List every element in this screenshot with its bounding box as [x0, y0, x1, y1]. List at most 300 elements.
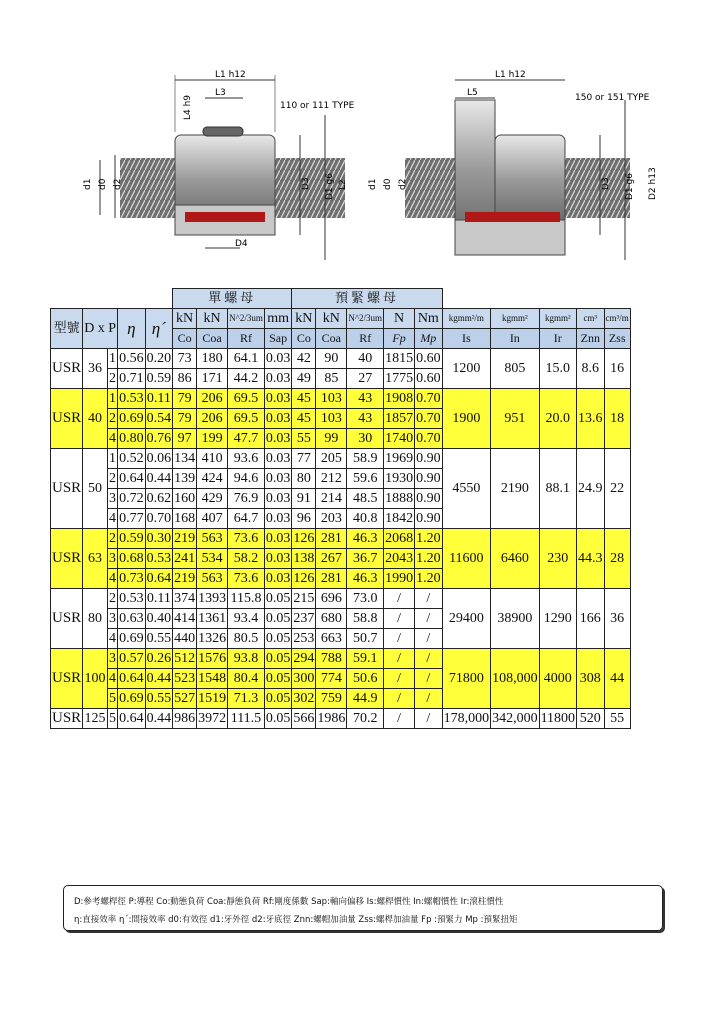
- value-cell: 80: [292, 469, 316, 489]
- header-unit: kgmm²/m: [442, 309, 491, 329]
- header-unit: N^2/3um: [228, 309, 265, 329]
- svg-text:D1 g6: D1 g6: [325, 173, 335, 200]
- value-cell: 44.9: [347, 689, 384, 709]
- value-cell: 0.60: [415, 349, 443, 369]
- value-cell: 2: [107, 589, 117, 609]
- value-cell: 429: [197, 489, 228, 509]
- table-row: [51, 589, 631, 609]
- value-cell: 1326: [197, 629, 228, 649]
- value-cell: 241: [173, 549, 197, 569]
- svg-text:d1: d1: [83, 178, 93, 190]
- value-cell: 96: [292, 509, 316, 529]
- inertia-is: 11600: [442, 529, 491, 589]
- value-cell: 1740: [384, 429, 415, 449]
- value-cell: 40: [347, 349, 384, 369]
- value-cell: 1361: [197, 609, 228, 629]
- header-symbol: Is: [442, 329, 491, 349]
- header-unit: kN: [197, 309, 228, 329]
- diameter: 40: [83, 389, 108, 449]
- value-cell: 1930: [384, 469, 415, 489]
- value-cell: 46.3: [347, 529, 384, 549]
- value-cell: 0.54: [145, 409, 173, 429]
- model-name: USR: [51, 709, 83, 729]
- value-cell: 1857: [384, 409, 415, 429]
- value-cell: 0.53: [118, 389, 146, 409]
- value-cell: 0.70: [415, 409, 443, 429]
- header-unit: kgmm²: [491, 309, 540, 329]
- value-cell: 103: [316, 409, 347, 429]
- header-unit: cm³/m: [604, 309, 630, 329]
- value-cell: 1969: [384, 449, 415, 469]
- value-cell: 79: [173, 409, 197, 429]
- header-symbol: Zss: [604, 329, 630, 349]
- value-cell: 0.20: [145, 349, 173, 369]
- value-cell: 214: [316, 489, 347, 509]
- header-symbol: Coa: [316, 329, 347, 349]
- header-symbol: Co: [292, 329, 316, 349]
- value-cell: 0.55: [145, 629, 173, 649]
- nut-drawing-150: [368, 70, 658, 260]
- model-name: USR: [51, 529, 83, 589]
- value-cell: 1.20: [415, 569, 443, 589]
- value-cell: 43: [347, 409, 384, 429]
- value-cell: 80.5: [228, 629, 265, 649]
- value-cell: 0.05: [264, 609, 292, 629]
- value-cell: 237: [292, 609, 316, 629]
- value-cell: 94.6: [228, 469, 265, 489]
- value-cell: 4: [107, 669, 117, 689]
- svg-text:L1 h12: L1 h12: [495, 70, 526, 80]
- inertia-is: 1200: [442, 349, 491, 389]
- inertia-is: 71800: [442, 649, 491, 709]
- value-cell: 0.70: [145, 509, 173, 529]
- value-cell: 0.76: [145, 429, 173, 449]
- value-cell: 680: [316, 609, 347, 629]
- header-unit: kgmm²: [539, 309, 576, 329]
- value-cell: 281: [316, 569, 347, 589]
- value-cell: 0.03: [264, 389, 292, 409]
- svg-text:D3: D3: [601, 177, 611, 190]
- value-cell: 71.3: [228, 689, 265, 709]
- value-cell: 410: [197, 449, 228, 469]
- value-cell: 0.26: [145, 649, 173, 669]
- spec-table: [50, 288, 631, 729]
- value-cell: 1393: [197, 589, 228, 609]
- dim-l1: L1 h12: [215, 70, 246, 80]
- value-cell: 1986: [316, 709, 347, 729]
- value-cell: 134: [173, 449, 197, 469]
- header-unit: kN: [292, 309, 316, 329]
- header-unit: N: [384, 309, 415, 329]
- value-cell: 93.4: [228, 609, 265, 629]
- value-cell: 0.03: [264, 489, 292, 509]
- value-cell: 0.44: [145, 709, 173, 729]
- type-label-right: 150 or 151 TYPE: [575, 93, 650, 103]
- value-cell: 5: [107, 709, 117, 729]
- value-cell: 219: [173, 529, 197, 549]
- value-cell: 0.40: [145, 609, 173, 629]
- table-row: [51, 529, 631, 549]
- header-group-row: [51, 289, 631, 309]
- value-cell: 215: [292, 589, 316, 609]
- value-cell: 3: [107, 609, 117, 629]
- svg-text:D1 g6: D1 g6: [625, 173, 635, 200]
- value-cell: 0.80: [118, 429, 146, 449]
- value-cell: /: [415, 589, 443, 609]
- value-cell: 73: [173, 349, 197, 369]
- inertia-zss: 44: [604, 649, 630, 709]
- value-cell: /: [415, 709, 443, 729]
- value-cell: 44.2: [228, 369, 265, 389]
- diameter: 50: [83, 449, 108, 529]
- value-cell: /: [384, 689, 415, 709]
- technical-drawings: [55, 60, 695, 280]
- value-cell: 0.52: [118, 449, 146, 469]
- value-cell: 0.53: [145, 549, 173, 569]
- value-cell: 0.05: [264, 709, 292, 729]
- svg-text:d0: d0: [98, 178, 108, 190]
- header-unit-row: [51, 309, 631, 329]
- value-cell: 1815: [384, 349, 415, 369]
- value-cell: 374: [173, 589, 197, 609]
- inertia-znn: 8.6: [577, 349, 605, 389]
- value-cell: 788: [316, 649, 347, 669]
- value-cell: /: [384, 709, 415, 729]
- value-cell: 0.03: [264, 369, 292, 389]
- inertia-ir: 20.0: [539, 389, 576, 449]
- value-cell: /: [384, 649, 415, 669]
- value-cell: 50.6: [347, 669, 384, 689]
- svg-text:d2: d2: [398, 178, 408, 190]
- value-cell: 4: [107, 509, 117, 529]
- value-cell: 1: [107, 389, 117, 409]
- value-cell: 59.1: [347, 649, 384, 669]
- value-cell: 69.5: [228, 409, 265, 429]
- value-cell: 47.7: [228, 429, 265, 449]
- header-unit: cm³: [577, 309, 605, 329]
- legend-line-1: D:參考螺桿徑 P:導程 Co:動態負荷 Coa:靜態負荷 Rf:剛度係數 Sap:軸向偏移 Is:螺桿慣性 In:螺帽慣性 Ir:滾柱慣性: [74, 897, 504, 907]
- inertia-ir: 4000: [539, 649, 576, 709]
- value-cell: 0.63: [118, 609, 146, 629]
- value-cell: 0.64: [118, 469, 146, 489]
- value-cell: 85: [316, 369, 347, 389]
- value-cell: 0.03: [264, 449, 292, 469]
- type-label-left: 110 or 111 TYPE: [280, 101, 355, 111]
- svg-text:L4 h9: L4 h9: [183, 94, 193, 120]
- value-cell: 46.3: [347, 569, 384, 589]
- value-cell: 424: [197, 469, 228, 489]
- table-row: [51, 349, 631, 369]
- value-cell: 0.11: [145, 389, 173, 409]
- header-symbol: Rf: [228, 329, 265, 349]
- value-cell: 0.90: [415, 489, 443, 509]
- value-cell: 0.64: [145, 569, 173, 589]
- diameter: 125: [83, 709, 108, 729]
- value-cell: 0.59: [118, 529, 146, 549]
- value-cell: 294: [292, 649, 316, 669]
- value-cell: 3: [107, 489, 117, 509]
- value-cell: 0.64: [118, 709, 146, 729]
- value-cell: 0.44: [145, 469, 173, 489]
- value-cell: 64.7: [228, 509, 265, 529]
- value-cell: 45: [292, 389, 316, 409]
- value-cell: 440: [173, 629, 197, 649]
- value-cell: 267: [316, 549, 347, 569]
- value-cell: 0.69: [118, 629, 146, 649]
- value-cell: /: [415, 669, 443, 689]
- value-cell: 4: [107, 629, 117, 649]
- value-cell: 77: [292, 449, 316, 469]
- value-cell: 0.03: [264, 409, 292, 429]
- value-cell: 2: [107, 409, 117, 429]
- inertia-in: 6460: [491, 529, 540, 589]
- value-cell: 0.62: [145, 489, 173, 509]
- value-cell: 70.2: [347, 709, 384, 729]
- table-row: [51, 449, 631, 469]
- value-cell: 1990: [384, 569, 415, 589]
- value-cell: 0.03: [264, 549, 292, 569]
- value-cell: 1.20: [415, 549, 443, 569]
- value-cell: 93.8: [228, 649, 265, 669]
- value-cell: 126: [292, 529, 316, 549]
- value-cell: 300: [292, 669, 316, 689]
- value-cell: 527: [173, 689, 197, 709]
- value-cell: 1576: [197, 649, 228, 669]
- inertia-zss: 36: [604, 589, 630, 649]
- inertia-ir: 88.1: [539, 449, 576, 529]
- header-symbol: Mp: [415, 329, 443, 349]
- value-cell: 759: [316, 689, 347, 709]
- value-cell: 58.9: [347, 449, 384, 469]
- value-cell: 73.6: [228, 529, 265, 549]
- inertia-in: 342,000: [491, 709, 540, 729]
- value-cell: 76.9: [228, 489, 265, 509]
- header-spacer: [51, 289, 173, 309]
- value-cell: 1519: [197, 689, 228, 709]
- value-cell: 696: [316, 589, 347, 609]
- value-cell: 36.7: [347, 549, 384, 569]
- value-cell: 0.70: [415, 429, 443, 449]
- header-symbol: In: [491, 329, 540, 349]
- value-cell: 2: [107, 529, 117, 549]
- value-cell: 48.5: [347, 489, 384, 509]
- value-cell: 58.2: [228, 549, 265, 569]
- value-cell: 4: [107, 569, 117, 589]
- value-cell: 99: [316, 429, 347, 449]
- value-cell: 138: [292, 549, 316, 569]
- svg-text:D4: D4: [235, 239, 248, 249]
- inertia-is: 1900: [442, 389, 491, 449]
- value-cell: 180: [197, 349, 228, 369]
- nut-drawing-110: [83, 70, 355, 260]
- value-cell: 45: [292, 409, 316, 429]
- value-cell: 302: [292, 689, 316, 709]
- value-cell: 86: [173, 369, 197, 389]
- header-symbol: Rf: [347, 329, 384, 349]
- value-cell: 0.44: [145, 669, 173, 689]
- value-cell: 139: [173, 469, 197, 489]
- value-cell: /: [415, 689, 443, 709]
- value-cell: 30: [347, 429, 384, 449]
- inertia-ir: 230: [539, 529, 576, 589]
- header-unit: N^2/3um: [347, 309, 384, 329]
- value-cell: 199: [197, 429, 228, 449]
- value-cell: 40.8: [347, 509, 384, 529]
- value-cell: 80.4: [228, 669, 265, 689]
- value-cell: 0.03: [264, 509, 292, 529]
- header-symbol: Ir: [539, 329, 576, 349]
- value-cell: 0.03: [264, 569, 292, 589]
- model-name: USR: [51, 649, 83, 709]
- value-cell: 160: [173, 489, 197, 509]
- table-row: [51, 649, 631, 669]
- value-cell: 55: [292, 429, 316, 449]
- value-cell: 1842: [384, 509, 415, 529]
- value-cell: 663: [316, 629, 347, 649]
- inertia-ir: 1290: [539, 589, 576, 649]
- header-eta: η: [118, 309, 146, 349]
- value-cell: 566: [292, 709, 316, 729]
- value-cell: 206: [197, 409, 228, 429]
- inertia-znn: 24.9: [577, 449, 605, 529]
- header-single-nut: 單螺母: [173, 289, 292, 309]
- value-cell: 0.05: [264, 629, 292, 649]
- value-cell: 1775: [384, 369, 415, 389]
- inertia-is: 178,000: [442, 709, 491, 729]
- value-cell: 212: [316, 469, 347, 489]
- value-cell: 0.71: [118, 369, 146, 389]
- diameter: 36: [83, 349, 108, 389]
- svg-text:d0: d0: [383, 178, 393, 190]
- value-cell: 126: [292, 569, 316, 589]
- value-cell: 0.53: [118, 589, 146, 609]
- value-cell: 0.03: [264, 529, 292, 549]
- value-cell: 49: [292, 369, 316, 389]
- svg-text:L3: L3: [215, 88, 226, 98]
- svg-text:d1: d1: [368, 178, 378, 190]
- table-row: [51, 389, 631, 409]
- header-unit: mm: [264, 309, 292, 329]
- value-cell: 407: [197, 509, 228, 529]
- value-cell: 43: [347, 389, 384, 409]
- value-cell: 0.72: [118, 489, 146, 509]
- value-cell: 0.56: [118, 349, 146, 369]
- inertia-zss: 16: [604, 349, 630, 389]
- legend-line-2: η:直接效率 η´:間接效率 d0:有效徑 d1:牙外徑 d2:牙底徑 Znn:螺帽加油量 Zss:螺桿加油量 Fp :預緊力 Mp :預緊扭矩: [74, 915, 518, 925]
- value-cell: 205: [316, 449, 347, 469]
- value-cell: 512: [173, 649, 197, 669]
- value-cell: 69.5: [228, 389, 265, 409]
- table-row: [51, 709, 631, 729]
- svg-text:D3: D3: [301, 177, 311, 190]
- value-cell: 0.90: [415, 449, 443, 469]
- inertia-in: 805: [491, 349, 540, 389]
- value-cell: 0.05: [264, 669, 292, 689]
- value-cell: 3972: [197, 709, 228, 729]
- value-cell: 986: [173, 709, 197, 729]
- diameter: 80: [83, 589, 108, 649]
- value-cell: 0.05: [264, 589, 292, 609]
- value-cell: 534: [197, 549, 228, 569]
- inertia-is: 29400: [442, 589, 491, 649]
- value-cell: 0.69: [118, 689, 146, 709]
- value-cell: 115.8: [228, 589, 265, 609]
- value-cell: /: [384, 589, 415, 609]
- value-cell: 97: [173, 429, 197, 449]
- value-cell: 91: [292, 489, 316, 509]
- value-cell: 0.03: [264, 429, 292, 449]
- value-cell: /: [384, 609, 415, 629]
- value-cell: 5: [107, 689, 117, 709]
- value-cell: 0.77: [118, 509, 146, 529]
- value-cell: 0.70: [415, 389, 443, 409]
- value-cell: 103: [316, 389, 347, 409]
- header-symbol: Fp: [384, 329, 415, 349]
- value-cell: 0.68: [118, 549, 146, 569]
- header-unit: kN: [173, 309, 197, 329]
- header-symbol: Coa: [197, 329, 228, 349]
- value-cell: 2: [107, 369, 117, 389]
- value-cell: 1.20: [415, 529, 443, 549]
- diameter: 63: [83, 529, 108, 589]
- value-cell: 0.60: [415, 369, 443, 389]
- header-unit: Nm: [415, 309, 443, 329]
- value-cell: 168: [173, 509, 197, 529]
- value-cell: 79: [173, 389, 197, 409]
- legend-box: [63, 885, 663, 931]
- value-cell: /: [415, 649, 443, 669]
- value-cell: /: [384, 669, 415, 689]
- model-name: USR: [51, 449, 83, 529]
- model-name: USR: [51, 389, 83, 449]
- value-cell: 4: [107, 429, 117, 449]
- value-cell: 219: [173, 569, 197, 589]
- value-cell: 42: [292, 349, 316, 369]
- header-eta-indirect: η´: [145, 309, 173, 349]
- value-cell: 0.57: [118, 649, 146, 669]
- inertia-zss: 55: [604, 709, 630, 729]
- inertia-znn: 308: [577, 649, 605, 709]
- value-cell: 59.6: [347, 469, 384, 489]
- inertia-ir: 15.0: [539, 349, 576, 389]
- value-cell: 111.5: [228, 709, 265, 729]
- header-dxp: D x P: [83, 309, 118, 349]
- inertia-znn: 13.6: [577, 389, 605, 449]
- value-cell: 253: [292, 629, 316, 649]
- value-cell: 0.69: [118, 409, 146, 429]
- value-cell: 27: [347, 369, 384, 389]
- inertia-znn: 166: [577, 589, 605, 649]
- value-cell: 93.6: [228, 449, 265, 469]
- svg-text:L2: L2: [338, 179, 348, 190]
- value-cell: 0.90: [415, 469, 443, 489]
- svg-text:L5: L5: [467, 88, 478, 98]
- header-symbol: Co: [173, 329, 197, 349]
- value-cell: 0.59: [145, 369, 173, 389]
- value-cell: 0.03: [264, 349, 292, 369]
- header-unit: kN: [316, 309, 347, 329]
- value-cell: 0.05: [264, 689, 292, 709]
- value-cell: 50.7: [347, 629, 384, 649]
- value-cell: 281: [316, 529, 347, 549]
- value-cell: 1: [107, 449, 117, 469]
- model-name: USR: [51, 589, 83, 649]
- value-cell: 90: [316, 349, 347, 369]
- value-cell: 1888: [384, 489, 415, 509]
- inertia-zss: 18: [604, 389, 630, 449]
- inertia-znn: 520: [577, 709, 605, 729]
- value-cell: 58.8: [347, 609, 384, 629]
